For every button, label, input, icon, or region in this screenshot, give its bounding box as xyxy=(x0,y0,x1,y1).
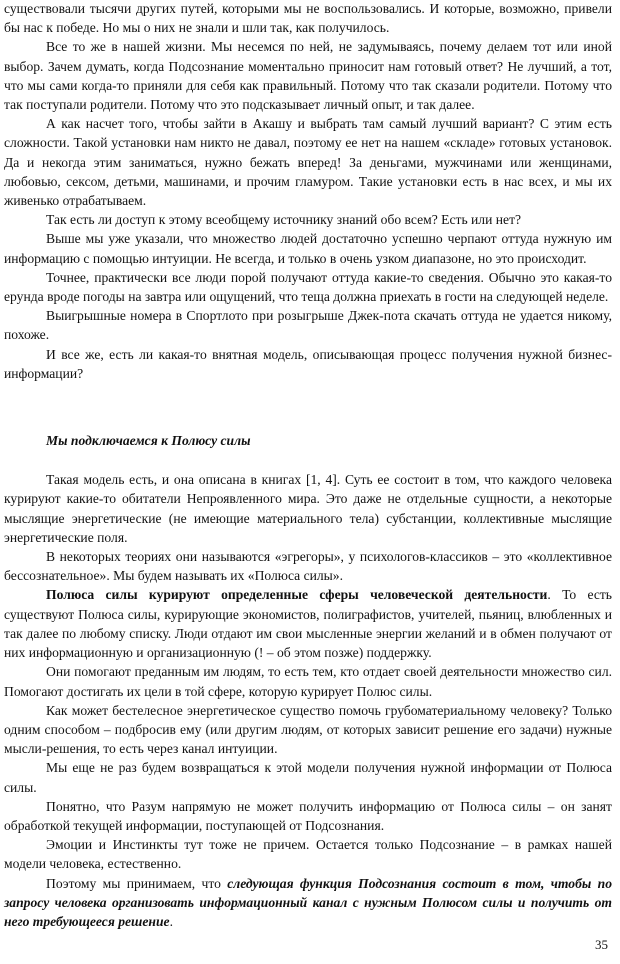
page-number: 35 xyxy=(595,937,608,952)
paragraph: Точнее, практически все люди порой получают оттуда какие-то сведения. Обычно это какая-то ерунда вроде погоды на завтра или ощущений, что теща должна приехать в гости на следующей неделе. xyxy=(4,269,612,305)
paragraph xyxy=(4,585,612,662)
paragraph: Выигрышные номера в Спортлото при розыгрыше Джек-пота скачать оттуда не удается никому, похоже. xyxy=(4,308,612,343)
spacer xyxy=(4,450,612,470)
paragraph: Эмоции и Инстинкты тут тоже не причем. Остается только Подсознание – в рамках нашей модели человека, естественно. xyxy=(4,837,612,872)
paragraph-text: Поэтому мы принимаем, что xyxy=(46,875,228,891)
paragraph-text: . xyxy=(169,913,173,929)
paragraph: существовали тысячи других путей, которыми мы не воспользовались. И которые, возможно, привели бы нас к победе. Но мы о них не знали и шли так, как получилось. xyxy=(4,1,612,36)
paragraph: Такая модель есть, и она описана в книгах [1, 4]. Суть ее состоит в том, что каждого человека курируют какие-то обитатели Непроявленного мира. Это даже не отдельные сущности, а некоторые мыслящие энергетические (не имеющие материального тела) субстанции, коллективные мыслящие энергетические поля. xyxy=(4,472,612,545)
paragraph: Выше мы уже указали, что множество людей достаточно успешно черпают оттуда нужную им информацию с помощью интуиции. Не всегда, и только в очень узком диапазоне, но это происходит. xyxy=(4,231,612,266)
paragraph: Мы еще не раз будем возвращаться к этой модели получения нужной информации от Полюса силы. xyxy=(4,760,612,795)
bold-italic-emphasis: следующая функция Подсознания состоит в том, чтобы по запросу человека организовать информационный канал с нужным Полюсом силы и получить от него требующееся решение xyxy=(4,875,613,929)
paragraph-text: . То есть существуют Полюса силы, курирующие экономистов, полиграфистов, учителей, пьяниц, влюбленных и так далее по любому списку. Люди отдают им свои мысленные энергии желаний и в обмен получают от них информационную и организационную (! – об этом позже) поддержку. xyxy=(4,587,612,661)
paragraph: Они помогают преданным им людям, то есть тем, кто отдает своей деятельности множество сил. Помогают достигать их цели в той сфере, которую курирует Полюс силы. xyxy=(4,664,612,699)
paragraph xyxy=(4,874,612,932)
paragraph: В некоторых теориях они называются «эгрегоры», у психологов-классиков – это «коллективное бессознательное». Мы будем называть их «Полюса силы». xyxy=(4,549,612,584)
paragraph: Так есть ли доступ к этому всеобщему источнику знаний обо всем? Есть или нет? xyxy=(46,212,522,228)
section-heading: Мы подключаемся к Полюсу силы xyxy=(46,433,251,449)
paragraph: Все то же в нашей жизни. Мы несемся по ней, не задумываясь, почему делаем тот или иной выбор. Зачем думать, когда Подсознание моментально приносит нам готовый ответ? Не лучший, а тот, что мы сами когда-то приняли для себя как правильный. Потому что так сказали родители. Потому что так поступали родители. Потому что это подсказывает личный опыт, и так далее. xyxy=(4,39,612,113)
paragraph: А как насчет того, чтобы зайти в Акашу и выбрать там самый лучший вариант? С этим есть сложности. Такой установки нам никто не давал, поэтому ее нет на нашем «складе» готовых установок. Да и некогда этим заниматься, нужно бежать вперед! За деньгами, мужчинами или женщинами, любовью, сексом, детьми, машинами, и прочим гламуром. Такие установки есть в нас всех, и мы их живенько отрабатываем. xyxy=(4,116,612,209)
bold-emphasis: Полюса силы курируют определенные сферы человеческой деятельности xyxy=(46,587,548,603)
paragraph: Понятно, что Разум напрямую не может получить информацию от Полюса силы – он занят обработкой текущей информации, поступающей от Подсознания. xyxy=(4,798,612,833)
body-text xyxy=(4,0,612,931)
paragraph: И все же, есть ли какая-то внятная модель, описывающая процесс получения нужной бизнес-информации? xyxy=(4,346,612,381)
spacer xyxy=(4,383,612,431)
paragraph: Как может бестелесное энергетическое существо помочь грубоматериальному человеку? Только одним способом – подбросив ему (или другим людям, от которых зависит решение его задачи) нужные мысли-решения, то есть через канал интуиции. xyxy=(4,702,612,757)
